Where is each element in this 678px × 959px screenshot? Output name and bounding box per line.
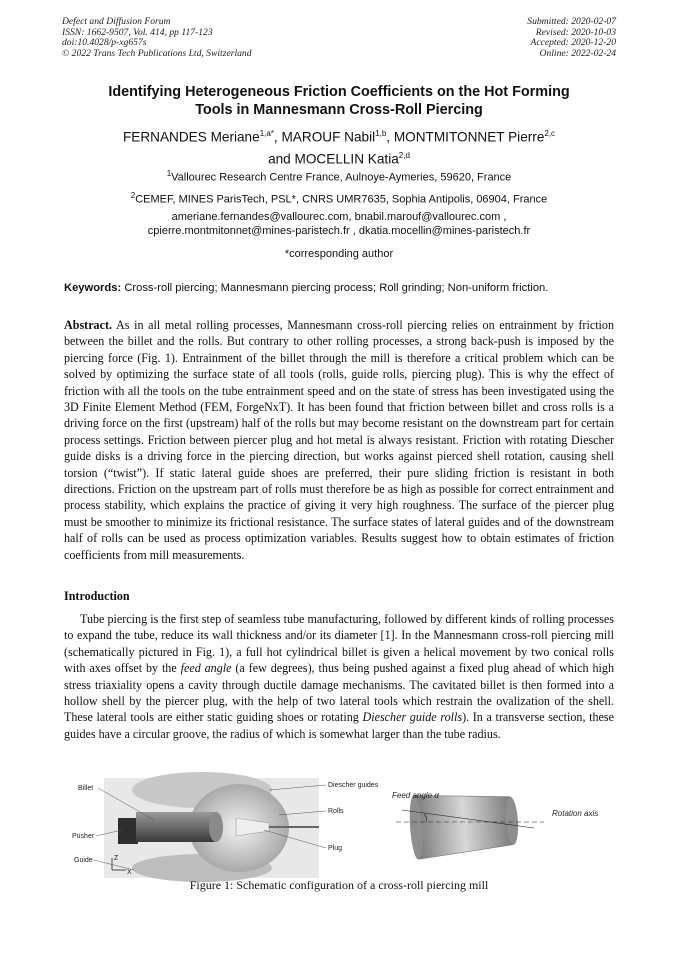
title-line-1: Identifying Heterogeneous Friction Coefficients on the Hot Forming — [108, 84, 570, 100]
label-diescher-guides: Diescher guides — [328, 782, 379, 789]
corresponding-author: *corresponding author — [284, 248, 394, 260]
label-rolls: Rolls — [328, 808, 344, 815]
date-revised: Revised: 2020-10-03 — [535, 26, 616, 38]
section-heading-introduction: Introduction — [64, 589, 130, 603]
figure-1-caption: Figure 1: Schematic configuration of a cross-roll piercing mill — [189, 878, 489, 892]
keywords-label: Keywords: — [64, 282, 122, 294]
paper-title — [40, 83, 638, 119]
label-plug: Plug — [328, 845, 343, 852]
label-rotation-axis: Rotation axis — [552, 809, 599, 818]
journal-doi: doi:10.4028/p-xg657s — [62, 37, 147, 49]
author-connector: and — [268, 151, 291, 167]
date-accepted: Accepted: 2020-12-20 — [530, 37, 616, 49]
author-superscript: 2,c — [544, 129, 556, 138]
affiliation-2: $^2$CEMEF, MINES ParisTech, PSL*, CNRS UMR7635, Sophia Antipolis, 06904, France — [130, 191, 548, 206]
abstract — [64, 317, 614, 563]
journal-name: Defect and Diffusion Forum — [62, 16, 171, 27]
author-name: MOCELLIN Katia — [294, 151, 399, 167]
figure-1 — [64, 770, 624, 882]
label-pusher: Pusher — [72, 833, 95, 840]
billet-end — [209, 812, 223, 842]
journal-info — [62, 17, 252, 59]
abstract-text: As in all metal rolling processes, Mannesmann cross-roll piercing relies on entrainment by friction between the billet and the rolls. But contrary to other rolling processes, a strong back-push is imposed by the piercing force (Fig. 1). Entrainment of the billet through the mill is therefore a critical problem which can be solved by optimizing the surface state of all tools (rolls, guide rolls, piercing plug). This is why the effect of friction with all the tools on the tube entrainment speed and on the state of stress has been investigated using the 3D Finite Element Method (FEM, ForgeNxT). It has been found that friction between billet and cross rolls is a driving force on the first (upstream) half of the rolls but may become resistant on the downstream part for certain process settings. Friction between piercer plug and hot metal is always resistant. Friction with rotating Diescher guide disks is a driving force in the piercing direction, but works against pierced shell rotation, causing shell torsion (“twist”). If static lateral guide shoes are preferred, their pure sliding friction is resistant in both directions. Friction on the upstream part of rolls must therefore be as high as possible for correct entrainment and process stability, which explains the practice of giving it very high roughness. The surface of the piercer plug must be smoother to minimize its frictional resistance. The surface states of lateral guides and of the downstream half of rolls can be used as process optimization variables. Results suggest how to obtain estimates of friction coefficients from mill measurements. — [64, 318, 615, 562]
axis-x-label: X — [127, 869, 132, 876]
affiliation-1: $^1$Vallourec Research Centre France, Aulnoye-Aymeries, 59620, France — [166, 169, 512, 184]
keywords — [64, 281, 624, 295]
email-line-2: cpierre.montmitonnet@mines-paristech.fr , dkatia.mocellin@mines-paristech.fr — [147, 225, 531, 237]
journal-issn: ISSN: 1662-9507, Vol. 414, pp 117-123 — [62, 26, 213, 38]
email-line-1: ameriane.fernandes@vallourec.com, bnabil.marouf@vallourec.com , — [171, 211, 507, 223]
keywords-text: Cross-roll piercing; Mannesmann piercing process; Roll grinding; Non-uniform friction. — [124, 282, 549, 294]
feed-angle-schematic — [392, 789, 598, 860]
journal-copyright: © 2022 Trans Tech Publications Ltd, Switzerland — [62, 47, 252, 59]
pusher-shape — [118, 818, 138, 844]
abstract-label: Abstract. — [64, 318, 113, 332]
author-name: FERNANDES Meriane — [122, 129, 260, 145]
title-line-2: Tools in Mannesmann Cross-Roll Piercing — [195, 102, 483, 118]
author-superscript: 1,b — [375, 129, 387, 138]
author-list: FERNANDES Meriane$^{1,a*}$, MAROUF Nabil$^{1,b}$, MONTMITONNET Pierre$^{2,c}$ and MOCELLIN Katia$^{2,d}$ — [122, 129, 556, 167]
introduction-paragraph: Tube piercing is the first step of seamless tube manufacturing, followed by different kinds of rolling processes to expand the tube, reduce its wall thickness and/or its diameter [1]. In the Mannesmann cross-roll piercing mill (schematically pictured in Fig. 1), a full hot cylindrical billet is given a helical movement by two conical rolls with axes offset by the feed angle (a few degrees), thus being pushed against a fixed plug ahead of which high stress triaxiality opens a cavity through ductile damage mechanisms. The cavitated billet is then formed into a hollow shell by the piercer plug, with the help of two lateral tools which restrain the ovalization of the shell. These lateral tools are either static guiding shoes or rotating Diescher guide rolls). In a transverse section, these guides have a circular groove, the radius of which is somewhat larger than the tube radius. — [64, 612, 614, 741]
date-submitted: Submitted: 2020-02-07 — [527, 16, 616, 27]
label-billet: Billet — [78, 785, 94, 792]
author-superscript: 1,a* — [259, 129, 274, 138]
author-name: MAROUF Nabil — [281, 129, 376, 145]
submission-dates — [527, 17, 616, 59]
axis-z-label: Z — [114, 855, 119, 862]
date-online: Online: 2022-02-24 — [539, 47, 616, 59]
author-name: MONTMITONNET Pierre — [393, 129, 545, 145]
label-guide: Guide — [74, 857, 93, 864]
label-feed-angle: Feed angle α — [392, 791, 439, 800]
author-superscript: 2,d — [398, 150, 410, 160]
